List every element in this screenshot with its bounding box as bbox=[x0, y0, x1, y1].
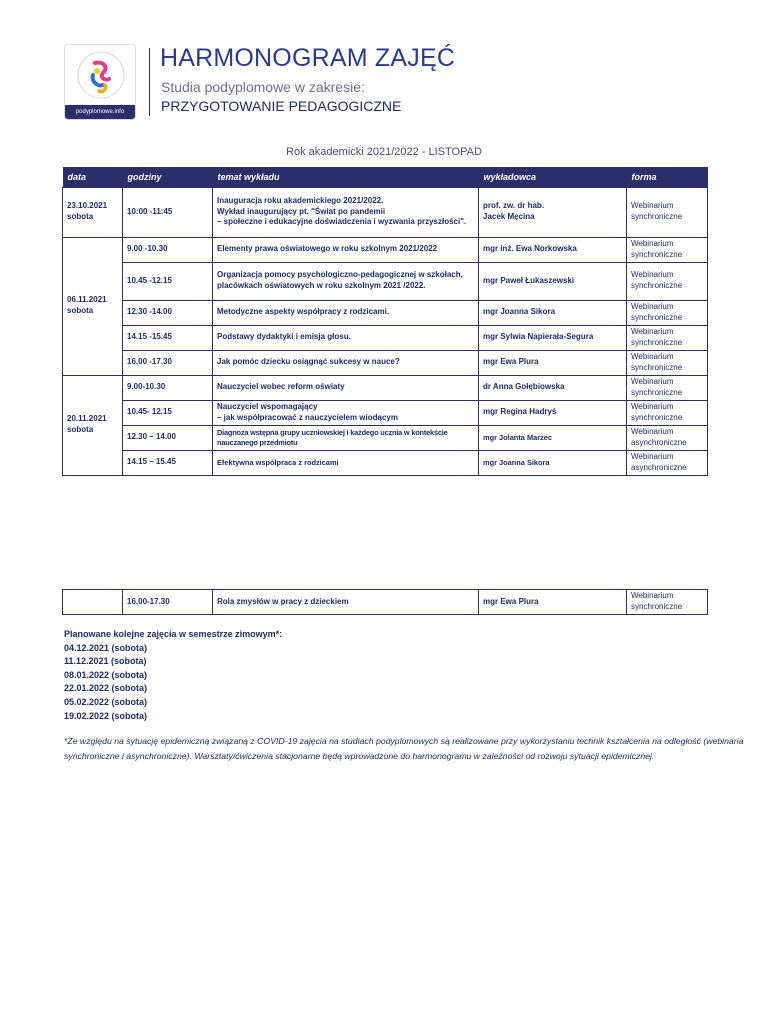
topic-cell: Jak pomóc dziecku osiągnąć sukcesy w nauce? bbox=[213, 350, 479, 375]
planned-heading: Planowane kolejne zajęcia w semestrze zimowym*: bbox=[64, 629, 283, 639]
topic-cell: Metodyczne aspekty współpracy z rodzicami. bbox=[213, 300, 479, 325]
lecturer-cell: dr Anna Gołębiowska bbox=[479, 375, 627, 400]
planned-date: 22.01.2022 (sobota) bbox=[64, 683, 148, 694]
form-cell: Webinarium synchroniczne bbox=[627, 237, 708, 262]
lecturer-cell: prof. zw. dr hab. Jacek Męcina bbox=[479, 187, 627, 237]
topic-cell: Efektywna współpraca z rodzicami bbox=[213, 450, 479, 475]
date-value: 23.10.2021 bbox=[67, 201, 108, 211]
table-row bbox=[63, 450, 708, 475]
form-cell: Webinarium asynchroniczne bbox=[627, 450, 708, 475]
topic-cell: Diagnoza wstępna grupy uczniowskiej i każdego ucznia w kontekście nauczanego przedmiotu bbox=[213, 425, 479, 450]
planned-sessions bbox=[64, 628, 282, 723]
date-cell bbox=[63, 187, 123, 237]
form-cell: Webinarium synchroniczne bbox=[627, 325, 708, 350]
table-row bbox=[63, 262, 708, 300]
header-divider bbox=[149, 48, 150, 116]
hours-cell: 16.00-17.30 bbox=[123, 590, 213, 615]
hours-cell: 9.00-10.30 bbox=[123, 375, 213, 400]
form-cell: Webinarium synchroniczne bbox=[627, 375, 708, 400]
program-name: PRZYGOTOWANIE PEDAGOGICZNE bbox=[161, 98, 402, 114]
form-cell: Webinarium synchroniczne bbox=[627, 590, 708, 615]
planned-date: 04.12.2021 (sobota) bbox=[64, 642, 148, 653]
hours-cell: 10.45 -12.15 bbox=[123, 262, 213, 300]
table-row bbox=[63, 375, 708, 400]
day-value: sobota bbox=[67, 425, 94, 434]
date-cell bbox=[63, 375, 123, 475]
day-value: sobota bbox=[67, 212, 94, 221]
table-row bbox=[63, 590, 708, 615]
lecturer-cell: mgr Regina Hadryś bbox=[479, 400, 627, 425]
table-row bbox=[63, 325, 708, 350]
column-header-lecturer: wykładowca bbox=[479, 167, 627, 187]
topic-cell: Inauguracja roku akademickiego 2021/2022. Wykład inaugurujący pt. "Świat po pandemii – społeczne i edukacyjne doświadczenia i wyzwania przyszłości". bbox=[213, 187, 479, 237]
lecturer-cell: mgr inż. Ewa Norkowska bbox=[479, 237, 627, 262]
table-row bbox=[63, 350, 708, 375]
lecturer-cell: mgr Joanna Sikora bbox=[479, 450, 627, 475]
table-row bbox=[63, 400, 708, 425]
schedule-table-continuation bbox=[62, 589, 708, 615]
column-header-date: data bbox=[63, 167, 123, 187]
schedule-table bbox=[62, 167, 708, 476]
planned-date: 19.02.2022 (sobota) bbox=[64, 710, 148, 721]
footnote: *Ze względu na sytuację epidemiczną związaną z COVID-19 zajęcia na studiach podyplomowych są realizowane przy wykorzystaniu technik kształcenia na odległość (webinaria synchroniczne i asynchroniczne). Warsztaty/ćwiczenia stacjonarne będą wprowadzone do harmonogramu w zależności od rozwoju sytuacji epidemicznej. bbox=[64, 736, 744, 761]
hours-cell: 12.30 – 14.00 bbox=[123, 425, 213, 450]
hours-cell: 14.15 -15.45 bbox=[123, 325, 213, 350]
form-cell: Webinarium synchroniczne bbox=[627, 262, 708, 300]
day-value: sobota bbox=[67, 306, 94, 315]
page-title: HARMONOGRAM ZAJĘĆ bbox=[160, 44, 456, 72]
column-header-topic: temat wykładu bbox=[213, 167, 479, 187]
topic-cell: Organizacja pomocy psychologiczno-pedagogicznej w szkołach, placówkach oświatowych w roku szkolnym 2021 /2022. bbox=[213, 262, 479, 300]
date-value: 20.11.2021 bbox=[67, 414, 107, 424]
hours-cell: 12.30 -14.00 bbox=[123, 300, 213, 325]
page-subtitle: Studia podyplomowe w zakresie: bbox=[161, 79, 365, 95]
lecturer-cell: mgr Sylwia Napierała-Segura bbox=[479, 325, 627, 350]
table-row bbox=[63, 425, 708, 450]
topic-cell: Podstawy dydaktyki i emisja głosu. bbox=[213, 325, 479, 350]
topic-cell: Nauczyciel wspomagający – jak współpracować z nauczycielem wiodącym bbox=[213, 400, 479, 425]
academic-year: Rok akademicki 2021/2022 - LISTOPAD bbox=[286, 146, 482, 158]
table-header-row bbox=[63, 167, 708, 187]
table-row bbox=[63, 300, 708, 325]
hours-cell: 14.15 – 15.45 bbox=[123, 450, 213, 475]
date-value: 06.11.2021 bbox=[67, 295, 107, 305]
topic-cell: Elementy prawa oświatowego w roku szkolnym 2021/2022 bbox=[213, 237, 479, 262]
hours-cell: 10.45- 12.15 bbox=[123, 400, 213, 425]
planned-date: 05.02.2022 (sobota) bbox=[64, 696, 148, 707]
institute-logo bbox=[64, 44, 136, 120]
form-cell: Webinarium synchroniczne bbox=[627, 400, 708, 425]
form-cell: Webinarium asynchroniczne bbox=[627, 425, 708, 450]
table-row bbox=[63, 237, 708, 262]
planned-date: 08.01.2022 (sobota) bbox=[64, 669, 148, 680]
column-header-form: forma bbox=[627, 167, 708, 187]
date-cell bbox=[63, 590, 123, 615]
logo-emblem-icon bbox=[75, 49, 127, 101]
topic-cell: Rola zmysłów w pracy z dzieckiem bbox=[213, 590, 479, 615]
hours-cell: 10:00 -11:45 bbox=[123, 187, 213, 237]
table-row bbox=[63, 187, 708, 237]
form-cell: Webinarium synchroniczne bbox=[627, 300, 708, 325]
date-cell bbox=[63, 237, 123, 375]
form-cell: Webinarium synchroniczne bbox=[627, 350, 708, 375]
hours-cell: 16.00 -17.30 bbox=[123, 350, 213, 375]
lecturer-cell: mgr Ewa Plura bbox=[479, 350, 627, 375]
lecturer-cell: mgr Paweł Łukaszewski bbox=[479, 262, 627, 300]
lecturer-cell: mgr Jolanta Marzec bbox=[479, 425, 627, 450]
topic-cell: Nauczyciel wobec reform oświaty bbox=[213, 375, 479, 400]
logo-caption: podyplomowe.info bbox=[65, 105, 135, 119]
planned-date: 11.12.2021 (sobota) bbox=[64, 656, 147, 667]
hours-cell: 9.00 -10.30 bbox=[123, 237, 213, 262]
lecturer-cell: mgr Ewa Plura bbox=[479, 590, 627, 615]
form-cell: Webinarium synchroniczne bbox=[627, 187, 708, 237]
lecturer-cell: mgr Joanna Sikora bbox=[479, 300, 627, 325]
column-header-hours: godziny bbox=[123, 167, 213, 187]
